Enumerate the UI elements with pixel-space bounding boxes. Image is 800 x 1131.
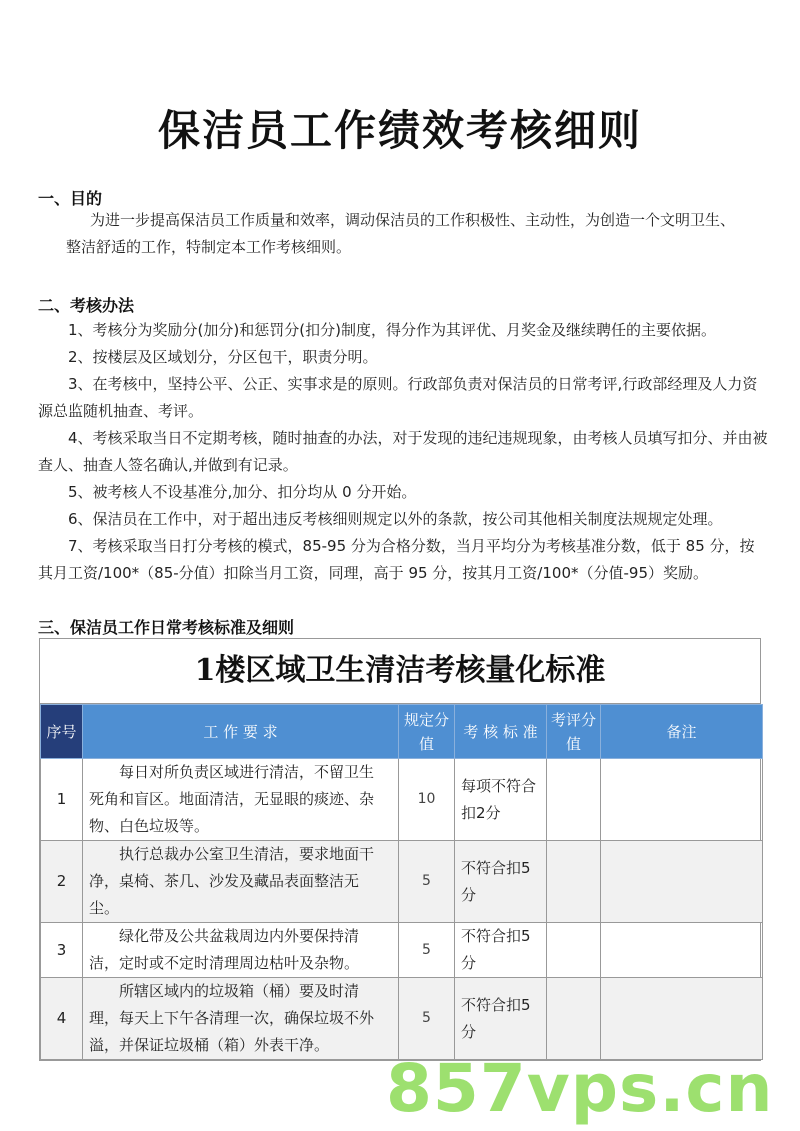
- table-row: [41, 923, 763, 978]
- method-item-6: 6、保洁员在工作中，对于超出违反考核细则规定以外的条款，按公司其他相关制度法规规定处理。: [68, 510, 723, 528]
- section-1-body: [66, 207, 766, 261]
- section-1-line-2: 整洁舒适的工作，特制定本工作考核细则。: [66, 238, 352, 256]
- header-eval: 考评分值: [547, 705, 601, 759]
- row-standard: 不符合扣5分: [455, 978, 547, 1060]
- row-standard: 不符合扣5分: [455, 841, 547, 923]
- section-3-heading: 三、保洁员工作日常考核标准及细则: [38, 618, 295, 637]
- header-standard: 考 核 标 准: [455, 705, 547, 759]
- row-standard: 不符合扣5分: [455, 923, 547, 978]
- section-1-line-1: 为进一步提高保洁员工作质量和效率，调动保洁员的工作积极性、主动性，为创造一个文明卫生、: [90, 211, 736, 229]
- document-title: 保洁员工作绩效考核细则: [157, 106, 642, 155]
- row-requirement: 绿化带及公共盆栽周边内外要保持清洁，定时或不定时清理周边枯叶及杂物。: [83, 923, 399, 978]
- row-seq: 3: [41, 923, 83, 978]
- assessment-table-container: [39, 638, 761, 1061]
- header-seq: 序号: [41, 705, 83, 759]
- row-score: 5: [399, 841, 455, 923]
- header-requirements: 工 作 要 求: [83, 705, 399, 759]
- table-row: [41, 759, 763, 841]
- row-requirement: 每日对所负责区域进行清洁，不留卫生死角和盲区。地面清洁，无显眼的痰迹、杂物、白色垃圾等。: [83, 759, 399, 841]
- table-row: [41, 841, 763, 923]
- assessment-table: [40, 704, 763, 1060]
- row-eval: [547, 759, 601, 841]
- method-item-5: 5、被考核人不设基准分,加分、扣分均从 0 分开始。: [68, 483, 417, 501]
- row-requirement: 所辖区域内的垃圾箱（桶）要及时清理，每天上下午各清理一次，确保垃圾不外溢，并保证垃圾桶（箱）外表干净。: [83, 978, 399, 1060]
- row-score: 5: [399, 978, 455, 1060]
- method-item-2: 2、按楼层及区域划分，分区包干，职责分明。: [68, 348, 378, 366]
- row-requirement: 执行总裁办公室卫生清洁，要求地面干净，桌椅、茶几、沙发及藏品表面整洁无尘。: [83, 841, 399, 923]
- row-seq: 1: [41, 759, 83, 841]
- row-score: 5: [399, 923, 455, 978]
- table-row: [41, 978, 763, 1060]
- method-item-7: 7、考核采取当日打分考核的模式，85-95 分为合格分数，当月平均分为考核基准分数，低于 85 分，按其月工资/100*（85-分值）扣除当月工资，同理，高于 95 分，按其月工资/100*（分值-95）奖励。: [38, 537, 755, 582]
- row-eval: [547, 841, 601, 923]
- section-1-heading: 一、目的: [38, 189, 103, 208]
- row-note: [601, 841, 763, 923]
- table-header-row: [41, 705, 763, 759]
- row-seq: 2: [41, 841, 83, 923]
- row-eval: [547, 978, 601, 1060]
- row-note: [601, 759, 763, 841]
- section-2-heading: 二、考核办法: [38, 296, 135, 315]
- method-item-4: 4、考核采取当日不定期考核，随时抽查的办法，对于发现的违纪违规现象，由考核人员填写扣分、并由被查人、抽查人签名确认,并做到有记录。: [38, 429, 768, 474]
- header-note: 备注: [601, 705, 763, 759]
- table-title: 1楼区域卫生清洁考核量化标准: [40, 639, 760, 704]
- row-standard: 每项不符合扣2分: [455, 759, 547, 841]
- header-score: 规定分值: [399, 705, 455, 759]
- row-note: [601, 978, 763, 1060]
- row-eval: [547, 923, 601, 978]
- watermark: 857vps.cn: [386, 1050, 774, 1127]
- method-item-3: 3、在考核中，坚持公平、公正、实事求是的原则。行政部负责对保洁员的日常考评,行政部经理及人力资源总监随机抽查、考评。: [38, 375, 758, 420]
- row-seq: 4: [41, 978, 83, 1060]
- method-item-1: 1、考核分为奖励分(加分)和惩罚分(扣分)制度，得分作为其评优、月奖金及继续聘任的主要依据。: [68, 321, 716, 339]
- row-score: 10: [399, 759, 455, 841]
- row-note: [601, 923, 763, 978]
- section-2-body: [38, 317, 768, 587]
